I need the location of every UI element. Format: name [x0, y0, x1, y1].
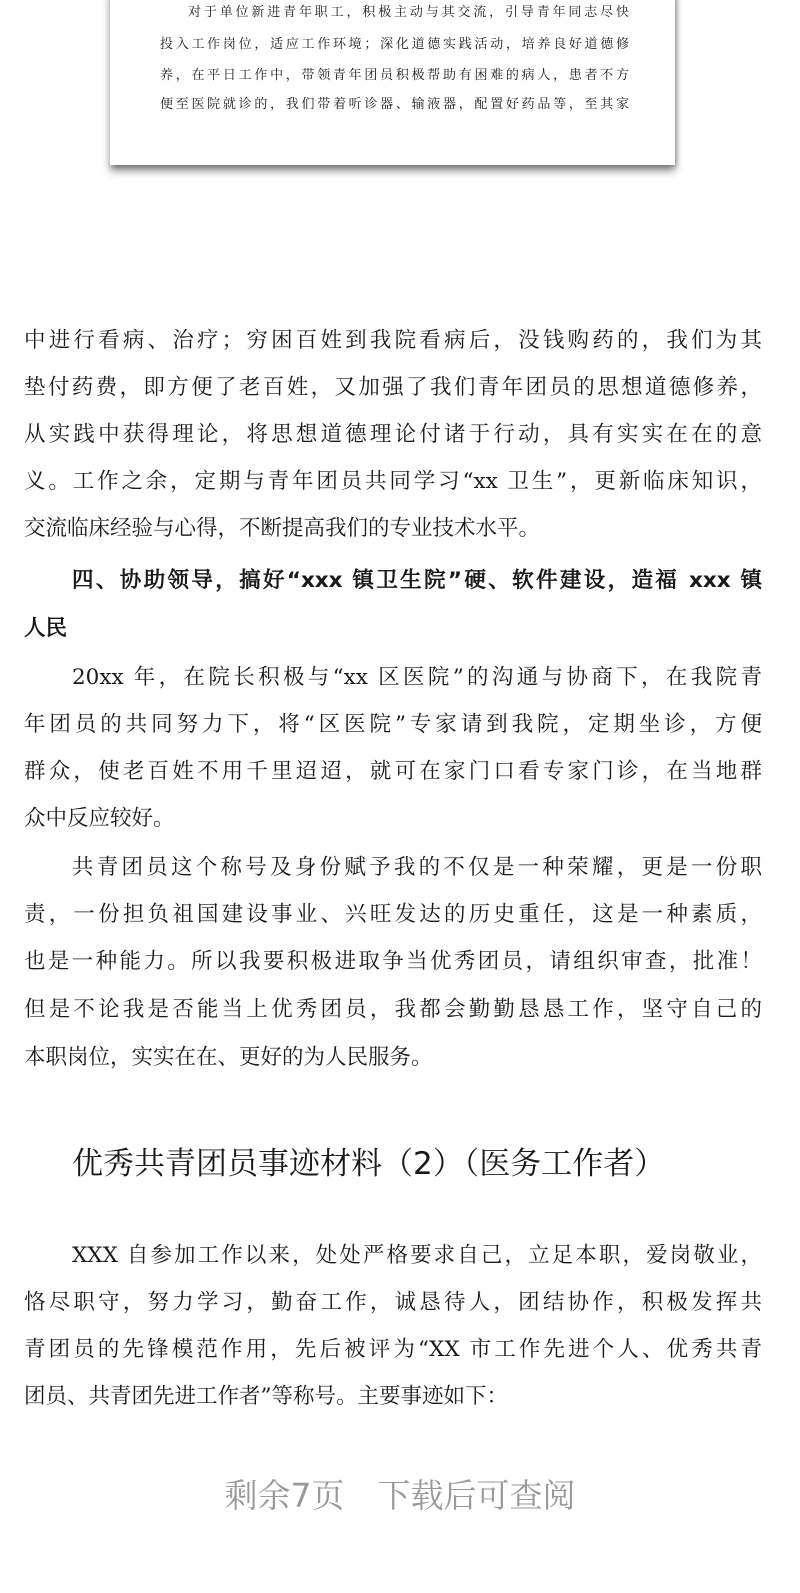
text-line: 义。工作之余，定期与青年团员共同学习“xx 卫生”，更新临床知识， — [24, 469, 762, 494]
preview-line: 养，在平日工作中，带领青年团员积极帮助有困难的病人，患者不方 — [160, 68, 630, 83]
text-line: 但是不论我是否能当上优秀团员，我都会勤勤恳恳工作，坚守自己的 — [24, 997, 762, 1022]
download-to-read-more-link[interactable]: 剩余7页 下载后可查阅 — [224, 1476, 576, 1515]
text-line: 青团员的先锋模范作用，先后被评为“XX 市工作先进个人、优秀共青 — [24, 1337, 762, 1362]
preview-line: 便至医院就诊的，我们带着听诊器、输液器，配置好药品等，至其家 — [160, 97, 630, 112]
section-heading: 人民 — [24, 616, 68, 641]
section-title: 优秀共青团员事迹材料（2）（医务工作者） — [72, 1146, 666, 1182]
preview-line: 对于单位新进青年职工，积极主动与其交流，引导青年同志尽快 — [188, 5, 630, 20]
preview-line: 投入工作岗位，适应工作环境；深化道德实践活动，培养良好道德修 — [160, 37, 630, 52]
text-line: 20xx 年，在院长积极与“xx 区医院”的沟通与协商下，在我院青 — [72, 665, 762, 690]
text-line: 从实践中获得理论，将思想道德理论付诸于行动，具有实实在在的意 — [24, 422, 762, 447]
text-line: 共青团员这个称号及身份赋予我的不仅是一种荣耀，更是一份职 — [72, 855, 762, 880]
text-line: 责，一份担负祖国建设事业、兴旺发达的历史重任，这是一种素质， — [24, 902, 762, 927]
text-line: 群众，使老百姓不用千里迢迢，就可在家门口看专家门诊，在当地群 — [24, 759, 762, 784]
text-line: 年团员的共同努力下，将“区医院”专家请到我院，定期坐诊，方便 — [24, 712, 762, 737]
text-line: 交流临床经验与心得，不断提高我们的专业技术水平。 — [24, 516, 541, 541]
text-line: 团员、共青团先进工作者”等称号。主要事迹如下： — [24, 1384, 508, 1409]
text-line: 垫付药费，即方便了老百姓，又加强了我们青年团员的思想道德修养， — [24, 375, 762, 400]
text-line: 众中反应较好。 — [24, 806, 175, 831]
text-line: XXX 自参加工作以来，处处严格要求自己，立足本职，爱岗敬业， — [72, 1243, 762, 1268]
section-heading: 四、协助领导，搞好“xxx 镇卫生院”硬、软件建设，造福 xxx 镇 — [72, 568, 762, 593]
text-line: 恪尽职守，努力学习，勤奋工作，诚恳待人，团结协作，积极发挥共 — [24, 1290, 762, 1315]
preview-card — [110, 0, 675, 165]
text-line: 也是一种能力。所以我要积极进取争当优秀团员，请组织审查，批准！ — [24, 949, 762, 974]
text-line: 中进行看病、治疗；穷困百姓到我院看病后，没钱购药的，我们为其 — [24, 328, 762, 353]
text-line: 本职岗位，实实在在、更好的为人民服务。 — [24, 1045, 433, 1070]
